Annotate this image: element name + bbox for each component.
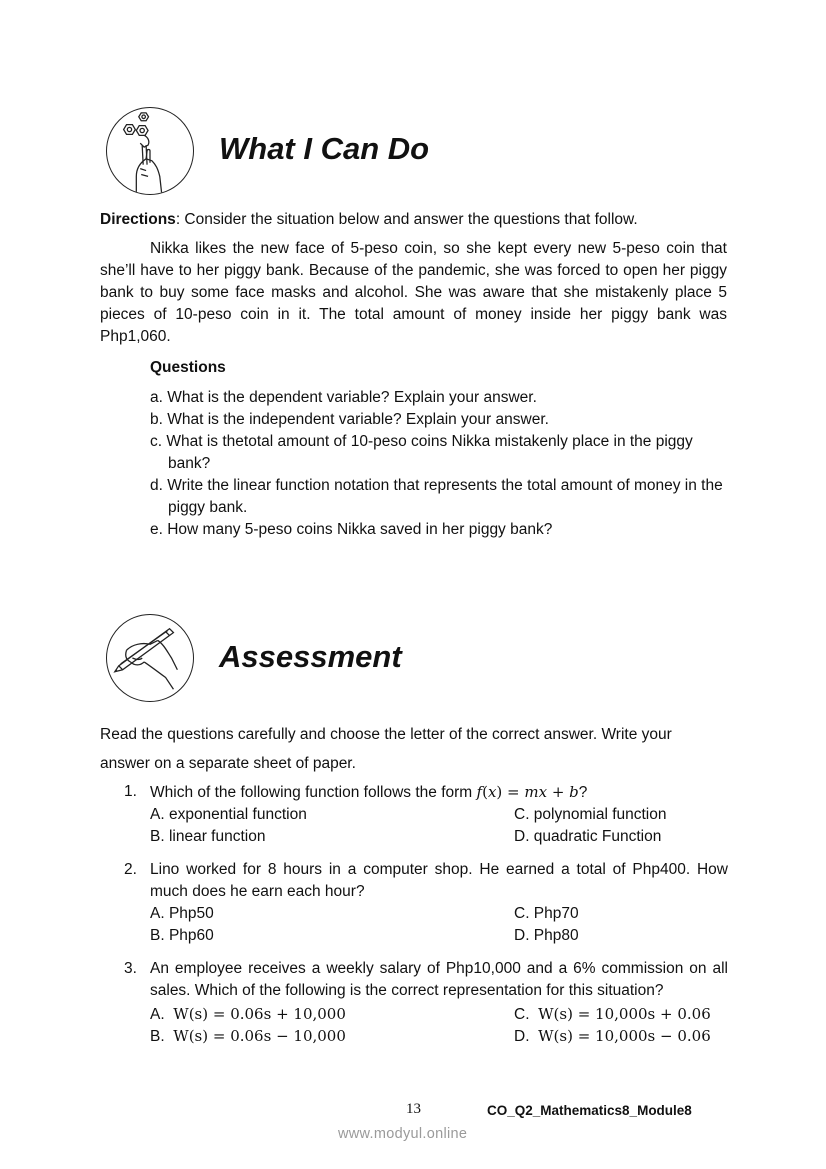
item-number: 1. [124, 783, 137, 800]
choice-letter: C. [514, 1006, 530, 1023]
choice-formula: W(s) = 0.06s + 10,000 [173, 1005, 346, 1023]
choice-letter: D. [514, 1028, 530, 1045]
assessment-item-3 [124, 958, 728, 1046]
assessment-item-1 [124, 781, 728, 848]
section-title-what-i-can-do: What I Can Do [219, 131, 430, 166]
question-d: d. Write the linear function notation that represents the total amount of money in the piggy bank. [150, 477, 723, 516]
directions [100, 209, 740, 231]
choice-c[interactable] [514, 1003, 711, 1026]
choice-letter: B. [150, 1028, 165, 1045]
choice-d[interactable]: D. quadratic Function [514, 828, 662, 845]
choices [150, 1002, 728, 1046]
choice-a[interactable]: A. exponential function [150, 806, 307, 823]
choice-a[interactable]: A. Php50 [150, 905, 214, 922]
item-stem-end: ? [578, 784, 588, 801]
directions-text: : Consider the situation below and answer the questions that follow. [175, 211, 638, 228]
hand-writing-pencil-icon [106, 614, 194, 702]
questions-list [150, 387, 730, 541]
module-code: CO_Q2_Mathematics8_Module8 [487, 1103, 692, 1118]
question-c: c. What is thetotal amount of 10-peso coins Nikka mistakenly place in the piggy bank? [150, 433, 693, 472]
choice-c[interactable]: C. Php70 [514, 905, 579, 922]
item-stem: An employee receives a weekly salary of Php10,000 and a 6% commission on all sales. Which of the following is the correct representation for this situation? [150, 960, 728, 999]
question-b: b. What is the independent variable? Explain your answer. [150, 411, 549, 428]
situation-paragraph: Nikka likes the new face of 5-peso coin, so she kept every new 5-peso coin that she’ll have to her piggy bank. Because of the pandemic, she was forced to open her piggy bank to buy some face masks and alcohol. She was aware that she mistakenly place 5 pieces of 10-peso coin in it. The total amount of money inside her piggy bank was Php1,060. [100, 240, 727, 345]
item-stem: Lino worked for 8 hours in a computer shop. He earned a total of Php400. How much does he earn each hour? [150, 861, 728, 900]
item-stem-text: Which of the following function follows the form [150, 784, 477, 801]
assessment-instructions-line1: Read the questions carefully and choose the letter of the correct answer. Write your [100, 726, 672, 743]
choice-formula: W(s) = 10,000s − 0.06 [538, 1027, 711, 1045]
choice-letter: A. [150, 1006, 165, 1023]
page-number: 13 [406, 1101, 421, 1117]
choice-b[interactable]: B. Php60 [150, 927, 214, 944]
assessment-instructions-line2: answer on a separate sheet of paper. [100, 755, 356, 772]
choice-b[interactable]: B. linear function [150, 828, 266, 845]
choices [150, 903, 728, 947]
choice-formula: W(s) = 10,000s + 0.06 [538, 1005, 711, 1023]
choice-a[interactable] [150, 1003, 346, 1026]
section-title-assessment: Assessment [219, 639, 402, 674]
choice-d[interactable] [514, 1025, 711, 1048]
item-number: 3. [124, 960, 137, 977]
assessment-item-2 [124, 859, 728, 947]
choice-c[interactable]: C. polynomial function [514, 806, 667, 823]
choices [150, 804, 728, 848]
question-a: a. What is the dependent variable? Explain your answer. [150, 389, 537, 406]
hand-wrench-bolts-icon [106, 107, 194, 195]
directions-label: Directions [100, 211, 176, 228]
choice-b[interactable] [150, 1025, 346, 1048]
item-stem-formula: f(x) = mx + b [476, 783, 579, 801]
item-number: 2. [124, 861, 137, 878]
questions-heading: Questions [150, 359, 226, 376]
choice-formula: W(s) = 0.06s − 10,000 [173, 1027, 346, 1045]
question-e: e. How many 5-peso coins Nikka saved in her piggy bank? [150, 521, 553, 538]
watermark: www.modyul.online [338, 1126, 468, 1142]
item-stem [150, 781, 728, 804]
choice-d[interactable]: D. Php80 [514, 927, 579, 944]
